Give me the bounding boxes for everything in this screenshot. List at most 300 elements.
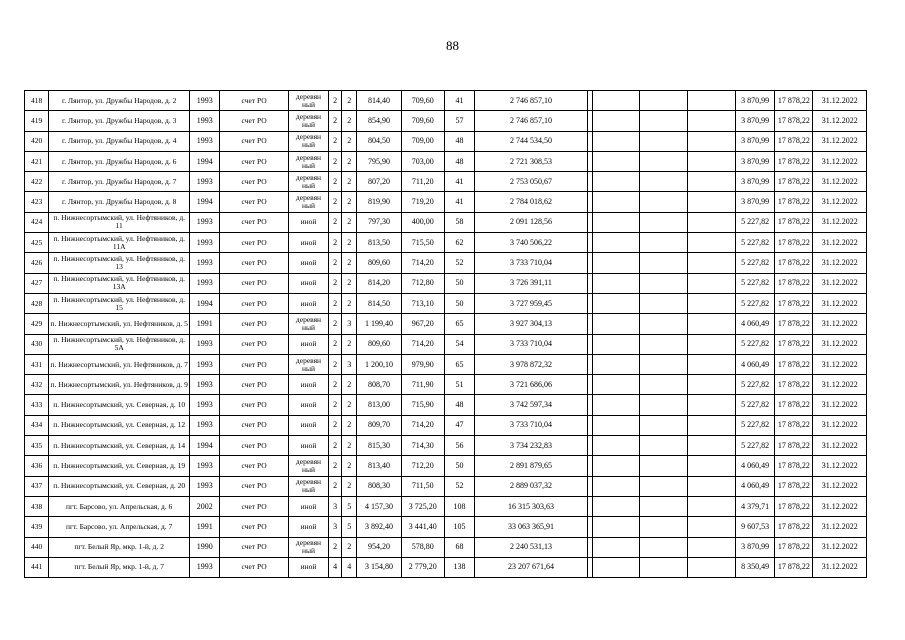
fund-method-cell: счет РО <box>220 334 288 354</box>
empty-cell-a <box>592 192 639 212</box>
residents-cell: 58 <box>444 212 474 232</box>
empty-cell-b <box>640 314 687 334</box>
empty-cell-b <box>640 273 687 293</box>
address-cell: п. Нижнесортымский, ул. Нефтяников, д. 15 <box>49 293 190 313</box>
row-number-cell: 427 <box>25 273 49 293</box>
floors-max-cell: 5 <box>342 496 357 516</box>
fund-method-cell: счет РО <box>220 415 288 435</box>
year-cell: 1993 <box>190 476 220 496</box>
max-rate-cell: 17 878,22 <box>775 172 813 192</box>
empty-cell-a <box>592 354 639 374</box>
year-cell: 1991 <box>190 517 220 537</box>
floors-min-cell: 2 <box>329 415 342 435</box>
address-cell: п. Нижнесортымский, ул. Нефтяников, д. 9 <box>49 375 190 395</box>
table-row <box>25 91 867 111</box>
fund-method-cell: счет РО <box>220 192 288 212</box>
year-cell: 2002 <box>190 496 220 516</box>
address-cell: п. Нижнесортымский, ул. Нефтяников, д. 13 <box>49 253 190 273</box>
rate-cell: 5 227,82 <box>735 273 774 293</box>
cost-cell: 3 734 232,83 <box>475 436 588 456</box>
table-row <box>25 233 867 253</box>
floors-min-cell: 2 <box>329 334 342 354</box>
residents-cell: 108 <box>444 496 474 516</box>
year-cell: 1993 <box>190 415 220 435</box>
empty-cell-b <box>640 375 687 395</box>
total-area-cell: 1 200,10 <box>357 354 401 374</box>
year-cell: 1993 <box>190 172 220 192</box>
rate-cell: 5 227,82 <box>735 253 774 273</box>
residents-cell: 51 <box>444 375 474 395</box>
living-area-cell: 400,00 <box>401 212 444 232</box>
deadline-date-cell: 31.12.2022 <box>813 517 867 537</box>
floors-max-cell: 4 <box>342 557 357 577</box>
table-row <box>25 111 867 131</box>
row-number-cell: 422 <box>25 172 49 192</box>
year-cell: 1990 <box>190 537 220 557</box>
total-area-cell: 813,00 <box>357 395 401 415</box>
empty-cell-a <box>592 293 639 313</box>
floors-max-cell: 3 <box>342 354 357 374</box>
address-cell: пгт. Белый Яр, мкр. 1-й, д. 7 <box>49 557 190 577</box>
row-number-cell: 435 <box>25 436 49 456</box>
wall-material-cell: иной <box>288 395 328 415</box>
living-area-cell: 2 779,20 <box>401 557 444 577</box>
row-number-cell: 434 <box>25 415 49 435</box>
wall-material-cell: иной <box>288 273 328 293</box>
floors-max-cell: 2 <box>342 192 357 212</box>
table-row <box>25 212 867 232</box>
max-rate-cell: 17 878,22 <box>775 517 813 537</box>
fund-method-cell: счет РО <box>220 233 288 253</box>
empty-cell-a <box>592 517 639 537</box>
deadline-date-cell: 31.12.2022 <box>813 375 867 395</box>
total-area-cell: 854,90 <box>357 111 401 131</box>
total-area-cell: 1 199,40 <box>357 314 401 334</box>
empty-cell-a <box>592 436 639 456</box>
total-area-cell: 808,70 <box>357 375 401 395</box>
total-area-cell: 808,30 <box>357 476 401 496</box>
page-number: 88 <box>446 38 459 53</box>
empty-cell-b <box>640 415 687 435</box>
rate-cell: 5 227,82 <box>735 233 774 253</box>
empty-cell-c <box>687 172 735 192</box>
total-area-cell: 814,40 <box>357 91 401 111</box>
year-cell: 1993 <box>190 212 220 232</box>
fund-method-cell: счет РО <box>220 212 288 232</box>
address-cell: п. Нижнесортымский, ул. Нефтяников, д. 5А <box>49 334 190 354</box>
fund-method-cell: счет РО <box>220 456 288 476</box>
floors-max-cell: 2 <box>342 375 357 395</box>
rate-cell: 3 870,99 <box>735 192 774 212</box>
total-area-cell: 814,20 <box>357 273 401 293</box>
floors-max-cell: 2 <box>342 293 357 313</box>
rate-cell: 3 870,99 <box>735 537 774 557</box>
floors-min-cell: 2 <box>329 111 342 131</box>
wall-material-cell: иной <box>288 212 328 232</box>
floors-max-cell: 2 <box>342 537 357 557</box>
deadline-date-cell: 31.12.2022 <box>813 314 867 334</box>
address-cell: пгт. Белый Яр, мкр. 1-й, д. 2 <box>49 537 190 557</box>
address-cell: п. Нижнесортымский, ул. Северная, д. 14 <box>49 436 190 456</box>
rate-cell: 4 379,71 <box>735 496 774 516</box>
residents-cell: 48 <box>444 151 474 171</box>
address-cell: п. Нижнесортымский, ул. Северная, д. 20 <box>49 476 190 496</box>
empty-cell-b <box>640 395 687 415</box>
max-rate-cell: 17 878,22 <box>775 314 813 334</box>
empty-cell-c <box>687 375 735 395</box>
empty-cell-c <box>687 111 735 131</box>
residents-cell: 41 <box>444 192 474 212</box>
residents-cell: 105 <box>444 517 474 537</box>
deadline-date-cell: 31.12.2022 <box>813 131 867 151</box>
floors-max-cell: 2 <box>342 253 357 273</box>
residents-cell: 50 <box>444 456 474 476</box>
total-area-cell: 3 154,80 <box>357 557 401 577</box>
cost-cell: 2 753 050,67 <box>475 172 588 192</box>
cost-cell: 3 978 872,32 <box>475 354 588 374</box>
cost-cell: 3 733 710,04 <box>475 253 588 273</box>
fund-method-cell: счет РО <box>220 375 288 395</box>
wall-material-cell: иной <box>288 233 328 253</box>
empty-cell-c <box>687 395 735 415</box>
cost-cell: 2 746 857,10 <box>475 91 588 111</box>
empty-cell-c <box>687 314 735 334</box>
table-row <box>25 436 867 456</box>
floors-min-cell: 3 <box>329 517 342 537</box>
fund-method-cell: счет РО <box>220 517 288 537</box>
deadline-date-cell: 31.12.2022 <box>813 212 867 232</box>
rate-cell: 4 060,49 <box>735 456 774 476</box>
rate-cell: 3 870,99 <box>735 111 774 131</box>
cost-cell: 23 207 671,64 <box>475 557 588 577</box>
fund-method-cell: счет РО <box>220 131 288 151</box>
year-cell: 1993 <box>190 354 220 374</box>
empty-cell-c <box>687 91 735 111</box>
row-number-cell: 428 <box>25 293 49 313</box>
floors-max-cell: 2 <box>342 456 357 476</box>
empty-cell-c <box>687 192 735 212</box>
living-area-cell: 715,90 <box>401 395 444 415</box>
max-rate-cell: 17 878,22 <box>775 537 813 557</box>
rate-cell: 5 227,82 <box>735 395 774 415</box>
max-rate-cell: 17 878,22 <box>775 212 813 232</box>
housing-register-table <box>24 90 867 578</box>
empty-cell-b <box>640 172 687 192</box>
empty-cell-c <box>687 436 735 456</box>
empty-cell-a <box>592 557 639 577</box>
table-row <box>25 415 867 435</box>
wall-material-cell: иной <box>288 557 328 577</box>
total-area-cell: 797,30 <box>357 212 401 232</box>
wall-material-cell: деревян ный <box>288 476 328 496</box>
empty-cell-b <box>640 334 687 354</box>
living-area-cell: 703,00 <box>401 151 444 171</box>
table-body <box>25 91 867 578</box>
fund-method-cell: счет РО <box>220 557 288 577</box>
living-area-cell: 714,20 <box>401 253 444 273</box>
floors-min-cell: 2 <box>329 91 342 111</box>
rate-cell: 5 227,82 <box>735 293 774 313</box>
wall-material-cell: деревян ный <box>288 537 328 557</box>
cost-cell: 16 315 303,63 <box>475 496 588 516</box>
living-area-cell: 709,00 <box>401 131 444 151</box>
empty-cell-b <box>640 557 687 577</box>
floors-min-cell: 2 <box>329 375 342 395</box>
address-cell: пгт. Барсово, ул. Апрельская, д. 6 <box>49 496 190 516</box>
row-number-cell: 439 <box>25 517 49 537</box>
wall-material-cell: иной <box>288 293 328 313</box>
row-number-cell: 436 <box>25 456 49 476</box>
rate-cell: 4 060,49 <box>735 354 774 374</box>
empty-cell-c <box>687 293 735 313</box>
rate-cell: 3 870,99 <box>735 91 774 111</box>
row-number-cell: 431 <box>25 354 49 374</box>
living-area-cell: 714,20 <box>401 415 444 435</box>
empty-cell-a <box>592 111 639 131</box>
wall-material-cell: иной <box>288 415 328 435</box>
cost-cell: 2 889 037,32 <box>475 476 588 496</box>
deadline-date-cell: 31.12.2022 <box>813 334 867 354</box>
year-cell: 1993 <box>190 131 220 151</box>
residents-cell: 56 <box>444 436 474 456</box>
floors-min-cell: 2 <box>329 354 342 374</box>
total-area-cell: 813,40 <box>357 456 401 476</box>
wall-material-cell: иной <box>288 496 328 516</box>
empty-cell-c <box>687 131 735 151</box>
max-rate-cell: 17 878,22 <box>775 273 813 293</box>
total-area-cell: 804,50 <box>357 131 401 151</box>
floors-min-cell: 2 <box>329 233 342 253</box>
empty-cell-a <box>592 212 639 232</box>
rate-cell: 3 870,99 <box>735 131 774 151</box>
max-rate-cell: 17 878,22 <box>775 131 813 151</box>
max-rate-cell: 17 878,22 <box>775 111 813 131</box>
empty-cell-b <box>640 436 687 456</box>
floors-max-cell: 2 <box>342 395 357 415</box>
year-cell: 1993 <box>190 273 220 293</box>
deadline-date-cell: 31.12.2022 <box>813 151 867 171</box>
row-number-cell: 437 <box>25 476 49 496</box>
year-cell: 1994 <box>190 151 220 171</box>
floors-min-cell: 2 <box>329 172 342 192</box>
deadline-date-cell: 31.12.2022 <box>813 415 867 435</box>
floors-min-cell: 2 <box>329 131 342 151</box>
deadline-date-cell: 31.12.2022 <box>813 537 867 557</box>
empty-cell-a <box>592 537 639 557</box>
empty-cell-a <box>592 172 639 192</box>
empty-cell-b <box>640 537 687 557</box>
address-cell: п. Нижнесортымский, ул. Нефтяников, д. 5 <box>49 314 190 334</box>
floors-min-cell: 2 <box>329 253 342 273</box>
year-cell: 1994 <box>190 436 220 456</box>
year-cell: 1994 <box>190 192 220 212</box>
fund-method-cell: счет РО <box>220 537 288 557</box>
year-cell: 1993 <box>190 334 220 354</box>
floors-min-cell: 2 <box>329 314 342 334</box>
floors-min-cell: 2 <box>329 273 342 293</box>
deadline-date-cell: 31.12.2022 <box>813 253 867 273</box>
max-rate-cell: 17 878,22 <box>775 233 813 253</box>
empty-cell-b <box>640 496 687 516</box>
empty-cell-a <box>592 273 639 293</box>
address-cell: пгт. Барсово, ул. Апрельская, д. 7 <box>49 517 190 537</box>
residents-cell: 50 <box>444 273 474 293</box>
residents-cell: 50 <box>444 293 474 313</box>
living-area-cell: 979,90 <box>401 354 444 374</box>
residents-cell: 52 <box>444 253 474 273</box>
empty-cell-c <box>687 476 735 496</box>
fund-method-cell: счет РО <box>220 496 288 516</box>
table-row <box>25 354 867 374</box>
total-area-cell: 3 892,40 <box>357 517 401 537</box>
cost-cell: 2 091 128,56 <box>475 212 588 232</box>
max-rate-cell: 17 878,22 <box>775 192 813 212</box>
floors-max-cell: 2 <box>342 476 357 496</box>
living-area-cell: 967,20 <box>401 314 444 334</box>
fund-method-cell: счет РО <box>220 91 288 111</box>
max-rate-cell: 17 878,22 <box>775 334 813 354</box>
year-cell: 1993 <box>190 253 220 273</box>
table-row <box>25 192 867 212</box>
residents-cell: 65 <box>444 314 474 334</box>
table-row <box>25 172 867 192</box>
rate-cell: 5 227,82 <box>735 334 774 354</box>
row-number-cell: 441 <box>25 557 49 577</box>
address-cell: п. Нижнесортымский, ул. Нефтяников, д. 13А <box>49 273 190 293</box>
total-area-cell: 807,20 <box>357 172 401 192</box>
empty-cell-b <box>640 293 687 313</box>
table-row <box>25 253 867 273</box>
empty-cell-a <box>592 375 639 395</box>
floors-max-cell: 2 <box>342 212 357 232</box>
row-number-cell: 432 <box>25 375 49 395</box>
residents-cell: 65 <box>444 354 474 374</box>
row-number-cell: 440 <box>25 537 49 557</box>
cost-cell: 2 891 879,65 <box>475 456 588 476</box>
living-area-cell: 578,80 <box>401 537 444 557</box>
living-area-cell: 711,20 <box>401 172 444 192</box>
rate-cell: 5 227,82 <box>735 375 774 395</box>
table-row <box>25 537 867 557</box>
address-cell: г. Лянтор, ул. Дружбы Народов, д. 7 <box>49 172 190 192</box>
year-cell: 1994 <box>190 293 220 313</box>
cost-cell: 3 927 304,13 <box>475 314 588 334</box>
deadline-date-cell: 31.12.2022 <box>813 557 867 577</box>
table-row <box>25 293 867 313</box>
year-cell: 1993 <box>190 456 220 476</box>
address-cell: п. Нижнесортымский, ул. Северная, д. 12 <box>49 415 190 435</box>
wall-material-cell: деревян ный <box>288 314 328 334</box>
deadline-date-cell: 31.12.2022 <box>813 91 867 111</box>
row-number-cell: 425 <box>25 233 49 253</box>
cost-cell: 3 740 506,22 <box>475 233 588 253</box>
empty-cell-c <box>687 557 735 577</box>
row-number-cell: 438 <box>25 496 49 516</box>
residents-cell: 62 <box>444 233 474 253</box>
wall-material-cell: иной <box>288 436 328 456</box>
max-rate-cell: 17 878,22 <box>775 436 813 456</box>
table-row <box>25 395 867 415</box>
rate-cell: 4 060,49 <box>735 314 774 334</box>
total-area-cell: 809,70 <box>357 415 401 435</box>
floors-min-cell: 2 <box>329 476 342 496</box>
cost-cell: 2 744 534,50 <box>475 131 588 151</box>
residents-cell: 54 <box>444 334 474 354</box>
empty-cell-b <box>640 91 687 111</box>
rate-cell: 3 870,99 <box>735 172 774 192</box>
cost-cell: 2 240 531,13 <box>475 537 588 557</box>
year-cell: 1993 <box>190 557 220 577</box>
fund-method-cell: счет РО <box>220 172 288 192</box>
empty-cell-c <box>687 212 735 232</box>
living-area-cell: 709,60 <box>401 91 444 111</box>
empty-cell-a <box>592 131 639 151</box>
deadline-date-cell: 31.12.2022 <box>813 436 867 456</box>
cost-cell: 3 733 710,04 <box>475 415 588 435</box>
wall-material-cell: иной <box>288 375 328 395</box>
year-cell: 1993 <box>190 233 220 253</box>
max-rate-cell: 17 878,22 <box>775 557 813 577</box>
empty-cell-a <box>592 314 639 334</box>
floors-max-cell: 3 <box>342 314 357 334</box>
empty-cell-c <box>687 273 735 293</box>
living-area-cell: 711,90 <box>401 375 444 395</box>
max-rate-cell: 17 878,22 <box>775 456 813 476</box>
address-cell: г. Лянтор, ул. Дружбы Народов, д. 3 <box>49 111 190 131</box>
total-area-cell: 819,90 <box>357 192 401 212</box>
rate-cell: 5 227,82 <box>735 212 774 232</box>
rate-cell: 5 227,82 <box>735 436 774 456</box>
deadline-date-cell: 31.12.2022 <box>813 293 867 313</box>
max-rate-cell: 17 878,22 <box>775 395 813 415</box>
max-rate-cell: 17 878,22 <box>775 476 813 496</box>
rate-cell: 9 607,53 <box>735 517 774 537</box>
living-area-cell: 712,80 <box>401 273 444 293</box>
wall-material-cell: деревян ный <box>288 192 328 212</box>
wall-material-cell: деревян ный <box>288 111 328 131</box>
empty-cell-a <box>592 476 639 496</box>
empty-cell-b <box>640 253 687 273</box>
residents-cell: 48 <box>444 131 474 151</box>
wall-material-cell: иной <box>288 517 328 537</box>
floors-min-cell: 2 <box>329 395 342 415</box>
fund-method-cell: счет РО <box>220 253 288 273</box>
total-area-cell: 814,50 <box>357 293 401 313</box>
max-rate-cell: 17 878,22 <box>775 415 813 435</box>
row-number-cell: 419 <box>25 111 49 131</box>
wall-material-cell: деревян ный <box>288 354 328 374</box>
fund-method-cell: счет РО <box>220 293 288 313</box>
empty-cell-c <box>687 415 735 435</box>
max-rate-cell: 17 878,22 <box>775 91 813 111</box>
cost-cell: 3 727 959,45 <box>475 293 588 313</box>
fund-method-cell: счет РО <box>220 314 288 334</box>
deadline-date-cell: 31.12.2022 <box>813 496 867 516</box>
rate-cell: 5 227,82 <box>735 415 774 435</box>
empty-cell-c <box>687 456 735 476</box>
row-number-cell: 426 <box>25 253 49 273</box>
living-area-cell: 711,50 <box>401 476 444 496</box>
empty-cell-b <box>640 517 687 537</box>
empty-cell-c <box>687 151 735 171</box>
wall-material-cell: деревян ный <box>288 172 328 192</box>
wall-material-cell: деревян ный <box>288 131 328 151</box>
empty-cell-b <box>640 151 687 171</box>
table-row <box>25 496 867 516</box>
max-rate-cell: 17 878,22 <box>775 151 813 171</box>
max-rate-cell: 17 878,22 <box>775 253 813 273</box>
year-cell: 1993 <box>190 375 220 395</box>
